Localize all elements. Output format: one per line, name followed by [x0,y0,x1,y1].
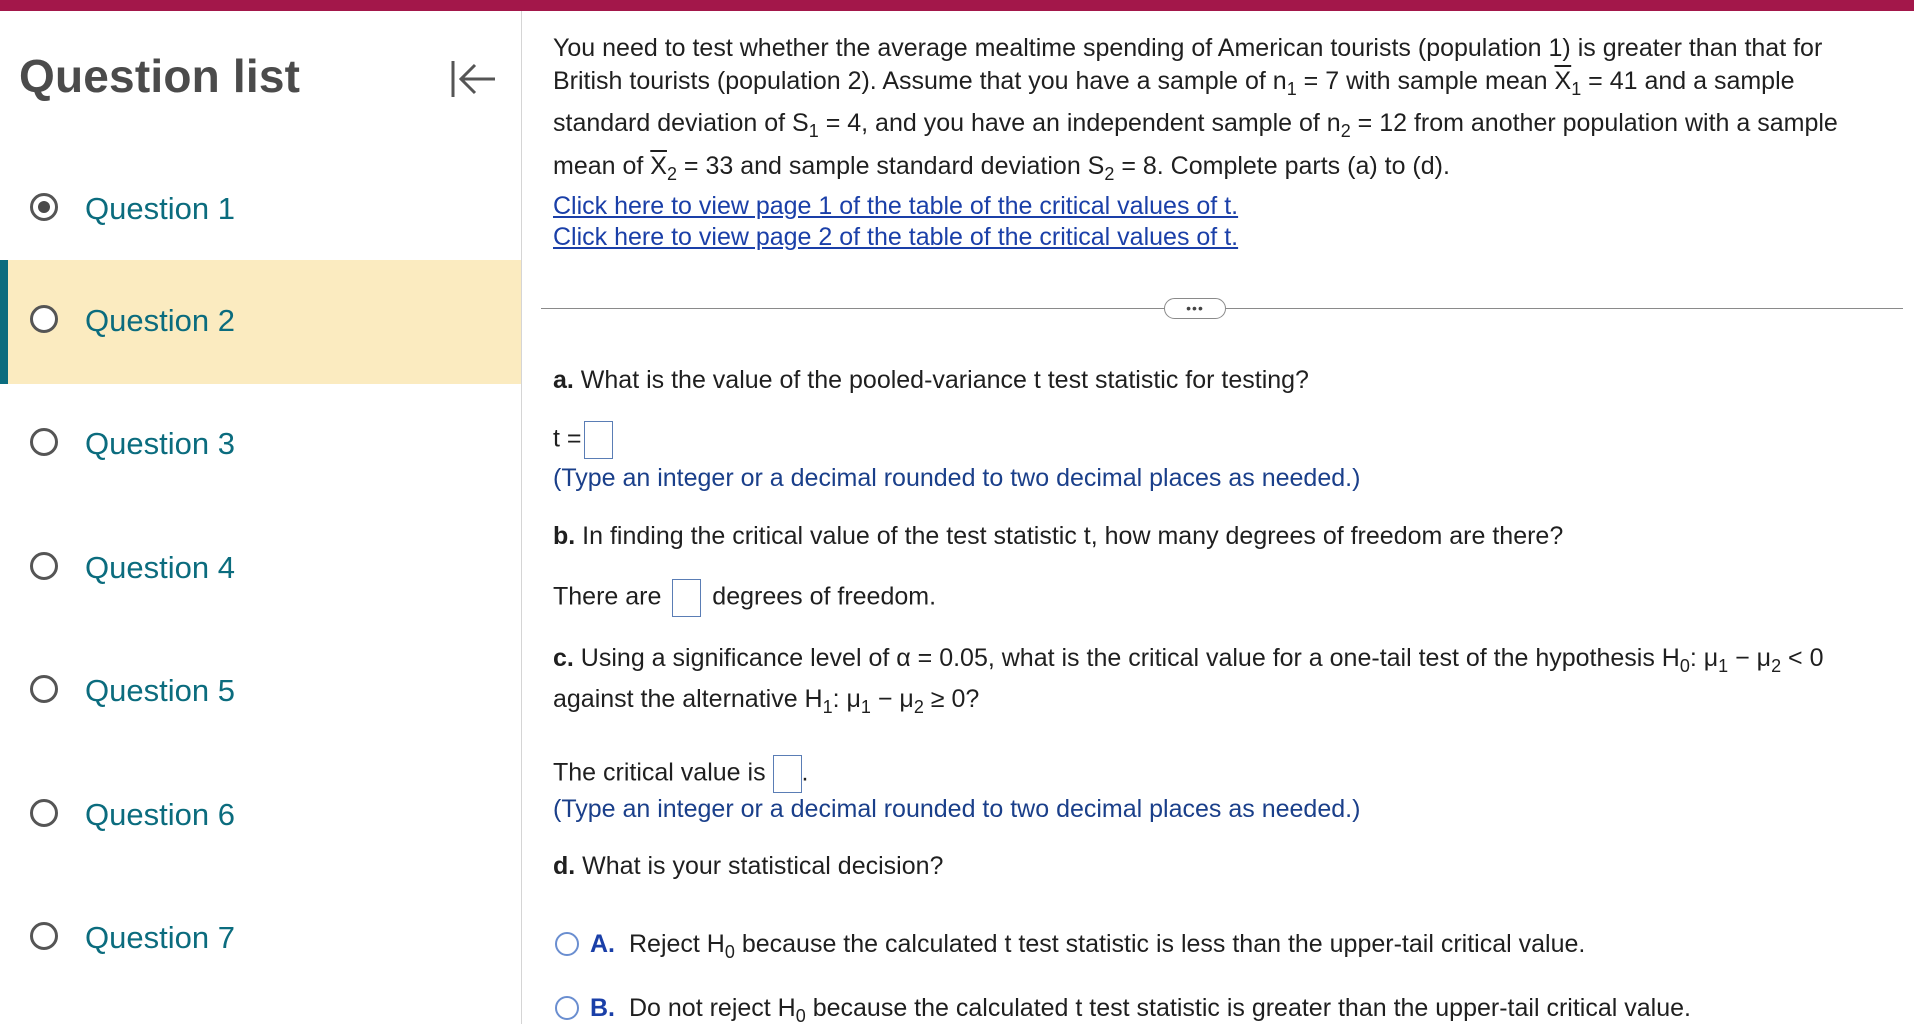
collapse-left-icon [447,53,499,105]
question-list-sidebar [0,11,522,1024]
decision-option-a[interactable]: A. Reject $H_0$ because the calculated t test statistic is less than the upper-tail critical value. [555,930,1585,959]
part-a-question: a. What is the value of the pooled-variance t test statistic for testing? [553,366,1309,394]
question-content [522,11,1914,1024]
part-c-answer-row: The critical value is . [553,755,808,793]
problem-line-1: You need to test whether the average mealtime spending of American tourists (population 1) is greater than that for [553,34,1823,62]
problem-line-3: standard deviation of $S_1 = 4$, and you have an independent sample of $n_2 = 12$ from another population with a sample [553,109,1838,141]
t-statistic-input[interactable] [584,421,613,459]
expand-more-button[interactable]: ••• [1164,298,1226,319]
critical-value-input[interactable] [773,755,802,793]
radio-icon [30,922,58,950]
decision-option-b[interactable]: B. Do not reject $H_0$ because the calculated t test statistic is greater than the upper-tail critical value. [555,994,1691,1023]
part-b-answer-row: There are degrees of freedom. [553,579,936,617]
part-d-question: d. What is your statistical decision? [553,852,944,880]
part-a-answer-row [553,421,613,459]
top-accent-bar [0,0,1914,11]
radio-selected-icon [30,193,58,221]
option-radio-icon[interactable] [555,996,579,1020]
part-c-question-line-2: against the alternative $H_1$: $\mu_1 - \mu_2 \ge 0$? [553,685,980,717]
t-label: t = [553,424,582,453]
part-c-question-line-1: c. Using a significance level of α = 0.05, what is the critical value for a one-tail test of the hypothesis $H_0$: $\mu_1 - \mu_2 < 0$ [553,644,1824,676]
sidebar-item-question-3[interactable] [0,383,521,507]
option-radio-icon[interactable] [555,932,579,956]
question-label: Question 6 [85,797,235,832]
sidebar-item-question-6[interactable] [0,754,521,878]
radio-icon [30,675,58,703]
sidebar-item-question-2[interactable] [0,260,521,384]
degrees-of-freedom-input[interactable] [672,579,701,617]
question-label: Question 2 [85,303,235,338]
radio-icon [30,552,58,580]
sidebar-item-question-5[interactable] [0,630,521,754]
sidebar-item-question-1[interactable] [0,148,521,272]
question-label: Question 7 [85,920,235,955]
question-label: Question 4 [85,550,235,585]
problem-line-2: British tourists (population 2). Assume that you have a sample of $n_1 = 7$ with sample mean $\overline{X}_1 = 41$ and a sample [553,67,1795,99]
collapse-sidebar-button[interactable] [447,53,499,105]
problem-line-4: mean of $\overline{X}_2 = 33$ and sample standard deviation $S_2 = 8$. Complete parts (a) to (d). [553,152,1450,184]
part-a-hint: (Type an integer or a decimal rounded to two decimal places as needed.) [553,464,1361,492]
question-label: Question 3 [85,426,235,461]
part-b-question: b. In finding the critical value of the test statistic t, how many degrees of freedom are there? [553,522,1564,550]
radio-icon [30,428,58,456]
sidebar-item-question-4[interactable] [0,507,521,631]
critical-values-page-2-link[interactable]: Click here to view page 2 of the table of the critical values of t. [553,223,1239,251]
radio-icon [30,799,58,827]
sidebar-title: Question list [19,50,301,102]
sidebar-item-question-7[interactable] [0,877,521,1001]
critical-values-page-1-link[interactable]: Click here to view page 1 of the table of the critical values of t. [553,192,1239,220]
question-label: Question 1 [85,191,235,226]
part-c-hint: (Type an integer or a decimal rounded to two decimal places as needed.) [553,795,1361,823]
radio-icon [30,305,58,333]
question-label: Question 5 [85,673,235,708]
